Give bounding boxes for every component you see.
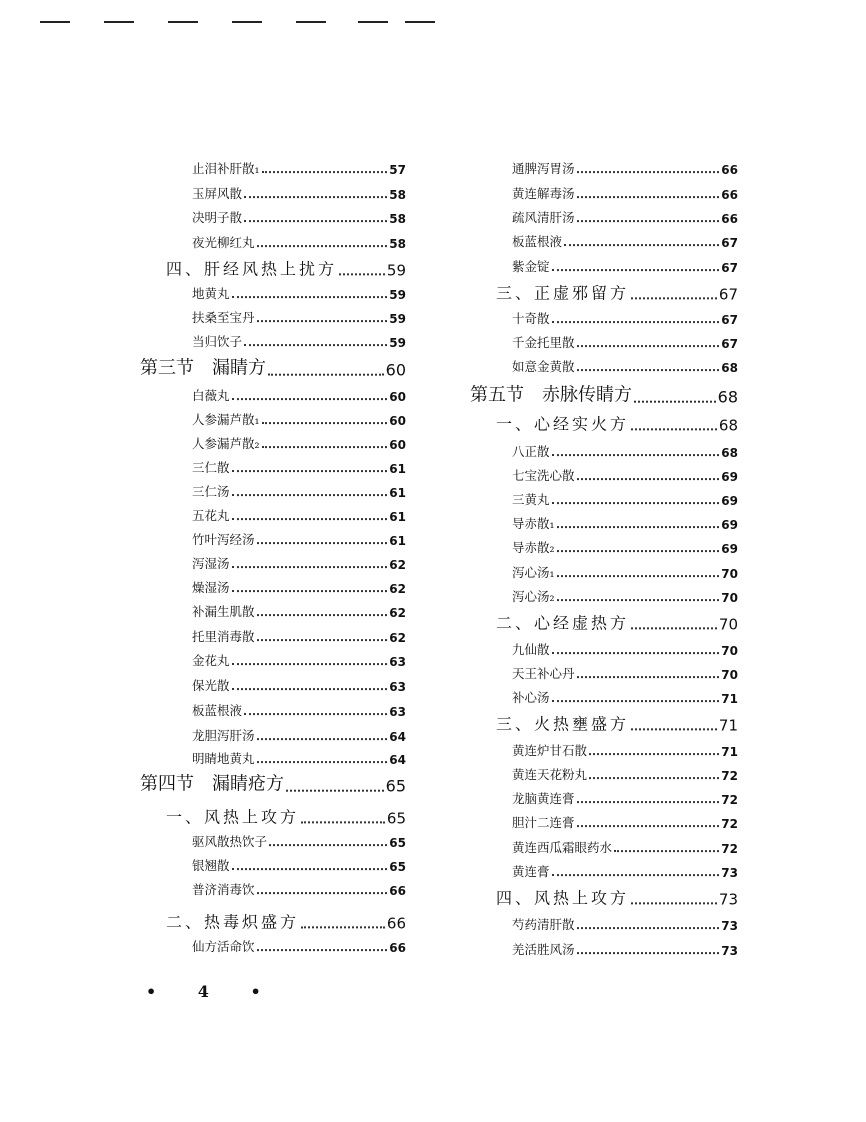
entry-title: 第五节 赤脉传睛方 [470, 384, 632, 406]
toc-entry [512, 862, 738, 880]
header-dash [104, 21, 134, 23]
entry-title: 羌活胜风汤 [512, 942, 575, 958]
dot-leader [577, 952, 720, 954]
entry-title: 三、火热壅盛方 [496, 714, 630, 734]
entry-page-number: 61 [389, 534, 406, 549]
entry-page-number: 72 [721, 842, 738, 857]
entry-page-number: 59 [389, 288, 406, 303]
dot-leader [244, 344, 387, 346]
header-dash [232, 21, 262, 23]
entry-page-number: 59 [389, 336, 406, 351]
entry-page-number: 70 [721, 668, 738, 683]
toc-entry [192, 332, 406, 350]
dot-leader [269, 844, 387, 846]
toc-entry [512, 813, 738, 831]
dot-leader [232, 566, 388, 568]
entry-title: 夜光柳红丸 [192, 235, 255, 251]
toc-entry [512, 466, 738, 484]
entry-title: 第三节 漏睛方 [140, 357, 266, 379]
dot-leader [577, 220, 720, 222]
entry-page-number: 60 [385, 360, 406, 380]
entry-page-number: 60 [389, 414, 406, 429]
entry-title: 普济消毒饮 [192, 882, 255, 898]
toc-entry [512, 940, 738, 958]
dot-leader [557, 550, 720, 552]
dot-leader [268, 374, 384, 376]
entry-title: 一、心经实火方 [496, 414, 630, 434]
toc-entry [192, 554, 406, 572]
entry-page-number: 61 [389, 486, 406, 501]
toc-section-heading [470, 381, 738, 407]
entry-page-number: 58 [389, 188, 406, 203]
toc-entry [192, 159, 406, 177]
entry-page-number: 70 [721, 567, 738, 582]
entry-title: 芍药清肝散 [512, 917, 575, 933]
entry-title: 三、正虚邪留方 [496, 283, 630, 303]
entry-title: 四、风热上攻方 [496, 888, 630, 908]
entry-page-number: 66 [389, 884, 406, 899]
entry-title: 竹叶泻经汤 [192, 532, 255, 548]
dot-leader [257, 761, 388, 763]
entry-title: 决明子散 [192, 210, 243, 226]
toc-entry [192, 308, 406, 326]
entry-page-number: 69 [721, 542, 738, 557]
entry-page-number: 69 [721, 494, 738, 509]
entry-page-number: 67 [721, 261, 738, 276]
entry-page-number: 63 [389, 705, 406, 720]
dot-leader [557, 575, 720, 577]
toc-entry [192, 651, 406, 669]
entry-page-number: 61 [389, 462, 406, 477]
toc-entry [192, 937, 406, 955]
toc-entry [192, 856, 406, 874]
dot-leader [262, 446, 388, 448]
entry-title: 明睛地黄丸 [192, 751, 255, 767]
dot-leader [631, 728, 717, 730]
entry-title: 五花丸 [192, 508, 230, 524]
dot-leader [557, 599, 720, 601]
dot-leader [557, 526, 720, 528]
entry-title: 人参漏芦散₂ [192, 436, 260, 452]
toc-subheading [496, 885, 738, 908]
entry-page-number: 63 [389, 680, 406, 695]
page-number: • 4 • [146, 982, 279, 1001]
toc-entry [512, 915, 738, 933]
entry-page-number: 66 [721, 212, 738, 227]
toc-entry [192, 749, 406, 767]
entry-title: 黄连西瓜霜眼药水 [512, 840, 613, 856]
entry-title: 银翘散 [192, 858, 230, 874]
entry-title: 板蓝根液 [192, 703, 243, 719]
entry-page-number: 62 [389, 606, 406, 621]
entry-page-number: 68 [721, 446, 738, 461]
dot-leader [244, 220, 387, 222]
entry-page-number: 59 [389, 312, 406, 327]
dot-leader [232, 868, 388, 870]
dot-leader [232, 518, 388, 520]
toc-entry [512, 538, 738, 556]
dot-leader [552, 652, 720, 654]
toc-entry [512, 514, 738, 532]
dot-leader [232, 663, 388, 665]
entry-page-number: 65 [389, 860, 406, 875]
entry-title: 白薇丸 [192, 388, 230, 404]
toc-entry [192, 386, 406, 404]
dot-leader [232, 688, 388, 690]
dot-leader [232, 296, 388, 298]
toc-entry [192, 208, 406, 226]
entry-title: 三仁散 [192, 460, 230, 476]
dot-leader [257, 542, 388, 544]
entry-title: 黄连解毒汤 [512, 186, 575, 202]
entry-title: 千金托里散 [512, 335, 575, 351]
entry-title: 当归饮子 [192, 334, 243, 350]
toc-entry [192, 726, 406, 744]
entry-title: 补心汤 [512, 690, 550, 706]
toc-entry [192, 880, 406, 898]
toc-entry [192, 530, 406, 548]
dot-leader [577, 196, 720, 198]
dot-leader [577, 825, 720, 827]
toc-entry [512, 184, 738, 202]
toc-entry [192, 627, 406, 645]
entry-page-number: 68 [718, 416, 738, 435]
entry-title: 驱风散热饮子 [192, 834, 268, 850]
toc-entry [192, 233, 406, 251]
toc-entry [192, 184, 406, 202]
entry-page-number: 72 [721, 769, 738, 784]
entry-title: 第四节 漏睛疮方 [140, 773, 284, 795]
toc-entry [512, 333, 738, 351]
dot-leader [577, 478, 720, 480]
toc-entry [512, 357, 738, 375]
header-dash [405, 21, 435, 23]
dot-leader [577, 927, 720, 929]
dot-leader [577, 676, 720, 678]
dot-leader [257, 320, 388, 322]
toc-entry [192, 578, 406, 596]
entry-page-number: 69 [721, 470, 738, 485]
entry-page-number: 65 [385, 776, 406, 796]
entry-page-number: 64 [389, 730, 406, 745]
dot-leader [552, 269, 720, 271]
entry-page-number: 73 [721, 944, 738, 959]
header-dash [40, 21, 70, 23]
header-dash [296, 21, 326, 23]
entry-title: 仙方活命饮 [192, 939, 255, 955]
toc-subheading [496, 711, 738, 734]
entry-page-number: 62 [389, 558, 406, 573]
toc-subheading [166, 804, 406, 827]
dot-leader [262, 422, 388, 424]
toc-entry [512, 208, 738, 226]
dot-leader [552, 874, 720, 876]
entry-page-number: 62 [389, 582, 406, 597]
entry-title: 如意金黄散 [512, 359, 575, 375]
toc-subheading [166, 909, 406, 932]
entry-page-number: 66 [721, 188, 738, 203]
toc-entry [192, 676, 406, 694]
entry-title: 十奇散 [512, 311, 550, 327]
toc-entry [512, 563, 738, 581]
entry-title: 二、心经虚热方 [496, 613, 630, 633]
dot-leader [577, 369, 720, 371]
entry-page-number: 72 [721, 817, 738, 832]
entry-page-number: 67 [721, 236, 738, 251]
entry-title: 天王补心丹 [512, 666, 575, 682]
dot-leader [631, 902, 717, 904]
toc-entry [512, 159, 738, 177]
entry-page-number: 71 [721, 745, 738, 760]
entry-page-number: 66 [721, 163, 738, 178]
entry-page-number: 60 [389, 390, 406, 405]
dot-leader [257, 892, 388, 894]
entry-title: 黄连天花粉丸 [512, 767, 588, 783]
dot-leader [634, 401, 716, 403]
entry-page-number: 63 [389, 655, 406, 670]
entry-title: 玉屏风散 [192, 186, 243, 202]
dot-leader [589, 753, 719, 755]
dot-leader [244, 196, 387, 198]
entry-page-number: 58 [389, 237, 406, 252]
entry-page-number: 70 [718, 615, 738, 634]
entry-title: 八正散 [512, 444, 550, 460]
dot-leader [301, 926, 385, 928]
dot-leader [257, 614, 388, 616]
entry-page-number: 65 [389, 836, 406, 851]
toc-entry [512, 664, 738, 682]
entry-title: 导赤散₁ [512, 516, 555, 532]
entry-title: 泻心汤₂ [512, 589, 555, 605]
entry-page-number: 66 [389, 941, 406, 956]
header-dash [168, 21, 198, 23]
entry-title: 导赤散₂ [512, 540, 555, 556]
entry-page-number: 59 [386, 261, 406, 280]
dot-leader [232, 470, 388, 472]
entry-page-number: 69 [721, 518, 738, 533]
toc-entry [192, 458, 406, 476]
entry-title: 一、风热上攻方 [166, 807, 300, 827]
dot-leader [589, 777, 719, 779]
dot-leader [257, 245, 388, 247]
toc-entry [192, 410, 406, 428]
dot-leader [631, 627, 717, 629]
dot-leader [631, 428, 717, 430]
toc-subheading [496, 411, 738, 434]
toc-section-heading [140, 354, 406, 380]
dot-leader [552, 454, 720, 456]
entry-page-number: 71 [721, 692, 738, 707]
entry-title: 扶桑至宝丹 [192, 310, 255, 326]
entry-page-number: 57 [389, 163, 406, 178]
entry-title: 地黄丸 [192, 286, 230, 302]
entry-page-number: 68 [721, 361, 738, 376]
toc-entry [512, 442, 738, 460]
toc-entry [512, 309, 738, 327]
entry-title: 二、热毒炽盛方 [166, 912, 300, 932]
entry-title: 三仁汤 [192, 484, 230, 500]
entry-title: 九仙散 [512, 642, 550, 658]
dot-leader [286, 790, 384, 792]
entry-title: 龙胆泻肝汤 [192, 728, 255, 744]
toc-entry [512, 765, 738, 783]
toc-subheading [496, 280, 738, 303]
entry-title: 泻湿汤 [192, 556, 230, 572]
entry-title: 泻心汤₁ [512, 565, 555, 581]
toc-subheading [166, 256, 406, 279]
entry-page-number: 73 [718, 890, 738, 909]
toc-entry [192, 602, 406, 620]
entry-title: 止泪补肝散₁ [192, 161, 260, 177]
entry-page-number: 67 [718, 285, 738, 304]
entry-title: 补漏生肌散 [192, 604, 255, 620]
toc-entry [512, 789, 738, 807]
entry-title: 燥湿汤 [192, 580, 230, 596]
dot-leader [631, 297, 717, 299]
entry-page-number: 71 [718, 716, 738, 735]
header-dash [358, 21, 388, 23]
dot-leader [257, 639, 388, 641]
entry-page-number: 64 [389, 753, 406, 768]
entry-title: 通脾泻胃汤 [512, 161, 575, 177]
entry-page-number: 60 [389, 438, 406, 453]
toc-entry [512, 688, 738, 706]
entry-title: 黄连炉甘石散 [512, 743, 588, 759]
entry-title: 板蓝根液 [512, 234, 563, 250]
entry-title: 疏风清肝汤 [512, 210, 575, 226]
entry-title: 人参漏芦散₁ [192, 412, 260, 428]
dot-leader [577, 345, 720, 347]
entry-title: 四、肝经风热上扰方 [166, 259, 338, 279]
entry-title: 保光散 [192, 678, 230, 694]
entry-page-number: 73 [721, 919, 738, 934]
entry-title: 龙脑黄连膏 [512, 791, 575, 807]
dot-leader [244, 713, 387, 715]
dot-leader [257, 738, 388, 740]
dot-leader [232, 494, 388, 496]
toc-entry [512, 587, 738, 605]
toc-entry [192, 506, 406, 524]
dot-leader [552, 321, 720, 323]
toc-entry [512, 640, 738, 658]
dot-leader [232, 398, 388, 400]
toc-entry [512, 741, 738, 759]
dot-leader [232, 590, 388, 592]
entry-title: 胆汁二连膏 [512, 815, 575, 831]
toc-entry [512, 490, 738, 508]
dot-leader [552, 502, 720, 504]
entry-page-number: 67 [721, 313, 738, 328]
toc-entry [192, 482, 406, 500]
toc-entry [512, 838, 738, 856]
entry-page-number: 66 [386, 914, 406, 933]
entry-page-number: 68 [717, 387, 738, 407]
dot-leader [552, 700, 720, 702]
dot-leader [577, 171, 720, 173]
toc-entry [512, 232, 738, 250]
entry-page-number: 62 [389, 631, 406, 646]
dot-leader [577, 801, 720, 803]
dot-leader [339, 273, 385, 275]
dot-leader [262, 171, 388, 173]
toc-entry [192, 434, 406, 452]
entry-page-number: 70 [721, 644, 738, 659]
dot-leader [257, 949, 388, 951]
entry-page-number: 67 [721, 337, 738, 352]
toc-subheading [496, 610, 738, 633]
entry-title: 三黄丸 [512, 492, 550, 508]
entry-page-number: 65 [386, 809, 406, 828]
entry-title: 紫金锭 [512, 259, 550, 275]
toc-entry [192, 284, 406, 302]
toc-section-heading [140, 770, 406, 796]
entry-title: 七宝洗心散 [512, 468, 575, 484]
entry-page-number: 73 [721, 866, 738, 881]
toc-entry [192, 832, 406, 850]
entry-title: 托里消毒散 [192, 629, 255, 645]
toc-entry [192, 701, 406, 719]
entry-page-number: 72 [721, 793, 738, 808]
dot-leader [301, 821, 385, 823]
dot-leader [564, 244, 719, 246]
entry-title: 金花丸 [192, 653, 230, 669]
entry-page-number: 58 [389, 212, 406, 227]
entry-page-number: 61 [389, 510, 406, 525]
toc-entry [512, 257, 738, 275]
dot-leader [614, 850, 719, 852]
entry-page-number: 70 [721, 591, 738, 606]
entry-title: 黄连膏 [512, 864, 550, 880]
